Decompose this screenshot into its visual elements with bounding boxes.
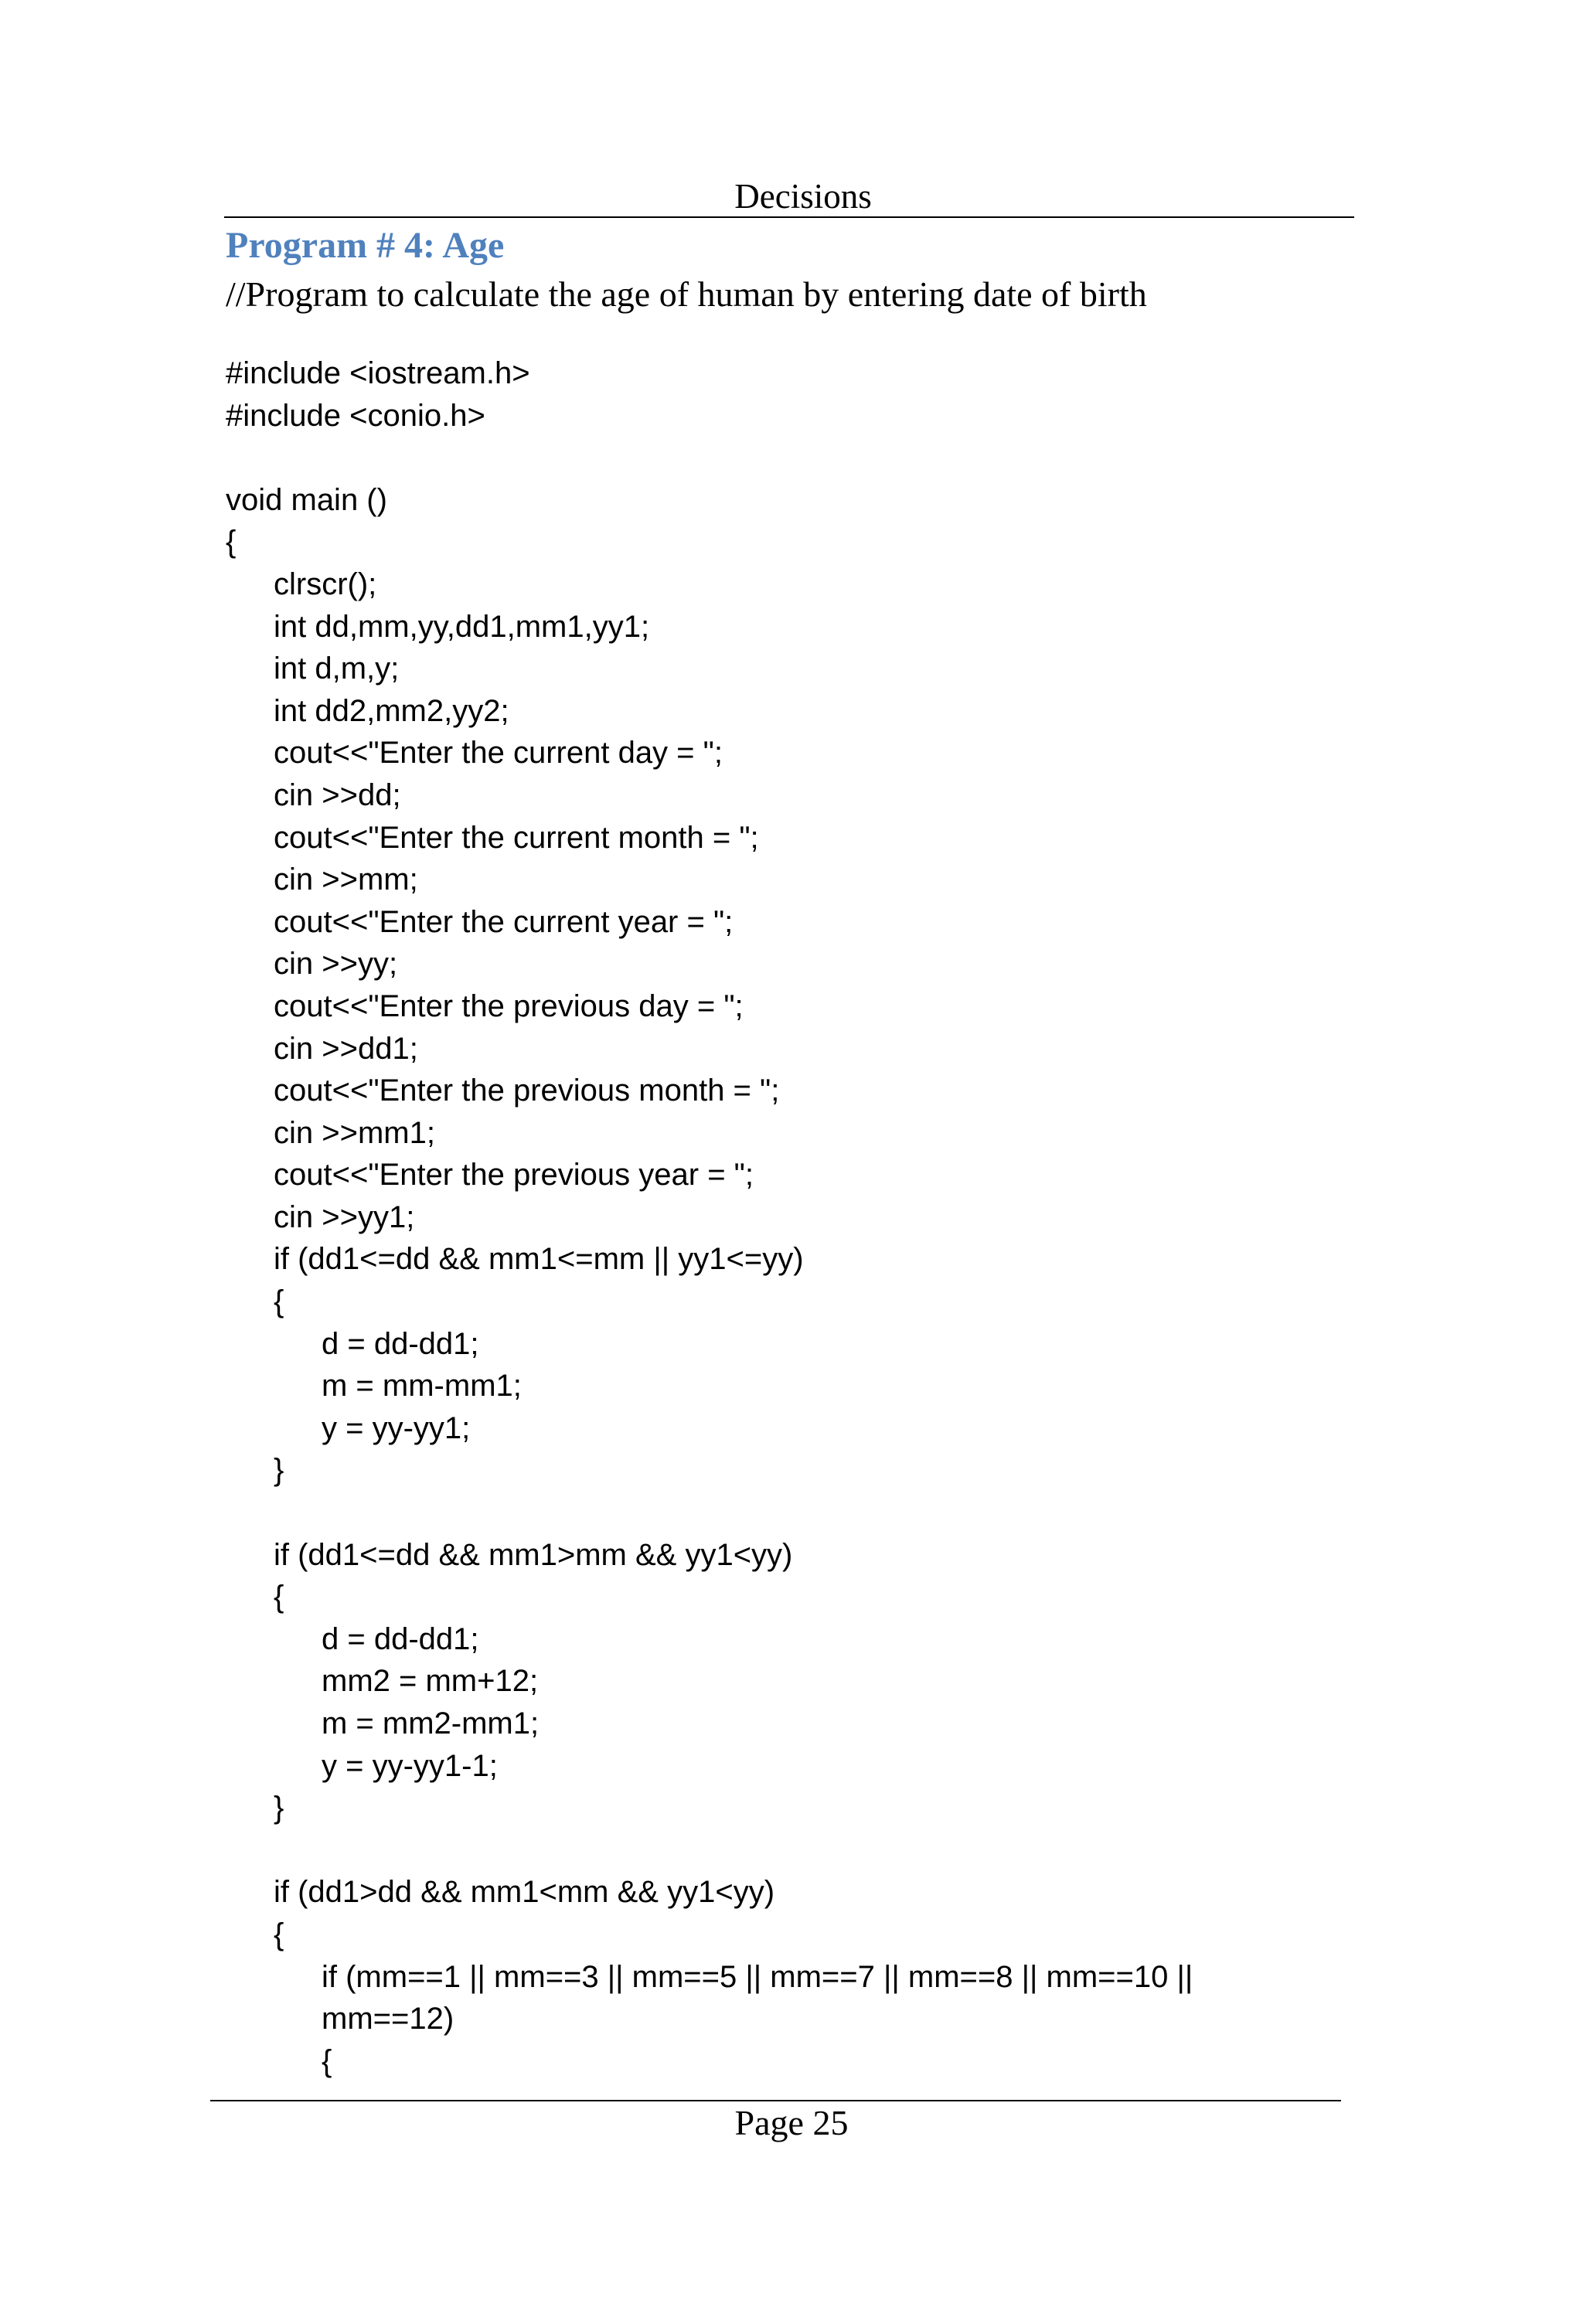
code-line bbox=[226, 1829, 1354, 1872]
code-listing bbox=[226, 352, 1354, 2082]
code-line: #include <conio.h> bbox=[226, 398, 485, 433]
code-line: cout<<"Enter the previous day = "; bbox=[274, 988, 744, 1023]
code-line: y = yy-yy1-1; bbox=[322, 1748, 498, 1783]
code-line bbox=[226, 437, 1354, 479]
code-line: cout<<"Enter the current month = "; bbox=[274, 820, 759, 855]
code-line: mm==12) bbox=[322, 2002, 454, 2036]
header-divider bbox=[224, 216, 1354, 218]
code-line: void main () bbox=[226, 482, 387, 517]
code-line: { bbox=[274, 1284, 284, 1319]
code-line: clrscr(); bbox=[274, 567, 377, 601]
page-number: Page 25 bbox=[734, 2103, 849, 2142]
code-line: cin >>mm; bbox=[274, 863, 418, 897]
code-line: cout<<"Enter the current year = "; bbox=[274, 904, 734, 939]
code-line: cin >>mm1; bbox=[274, 1115, 435, 1150]
footer-divider bbox=[210, 2100, 1341, 2101]
code-line: #include <iostream.h> bbox=[226, 356, 530, 390]
code-line: m = mm-mm1; bbox=[322, 1369, 522, 1404]
code-line: mm2 = mm+12; bbox=[322, 1664, 539, 1699]
code-line: cin >>dd; bbox=[274, 778, 401, 812]
code-line: cout<<"Enter the current day = "; bbox=[274, 736, 723, 771]
code-line: { bbox=[322, 2043, 332, 2078]
code-line: { bbox=[226, 525, 237, 560]
code-line: { bbox=[274, 1917, 284, 1951]
code-line: if (dd1<=dd && mm1<=mm || yy1<=yy) bbox=[274, 1242, 804, 1277]
code-line: if (mm==1 || mm==3 || mm==5 || mm==7 || mm==8 || mm==10 || bbox=[322, 1959, 1193, 1994]
code-line: int d,m,y; bbox=[274, 652, 400, 686]
code-line: m = mm2-mm1; bbox=[322, 1706, 540, 1740]
running-header: Decisions bbox=[734, 177, 872, 216]
code-line: int dd,mm,yy,dd1,mm1,yy1; bbox=[274, 609, 650, 644]
code-line: } bbox=[274, 1453, 284, 1488]
code-line: } bbox=[274, 1791, 284, 1826]
code-line: if (dd1>dd && mm1<mm && yy1<yy) bbox=[274, 1875, 775, 1910]
code-line: d = dd-dd1; bbox=[322, 1326, 479, 1361]
program-heading: Program # 4: Age bbox=[226, 225, 505, 266]
code-line: cin >>yy; bbox=[274, 947, 398, 982]
code-line: cin >>yy1; bbox=[274, 1199, 415, 1234]
code-line: if (dd1<=dd && mm1>mm && yy1<yy) bbox=[274, 1537, 793, 1572]
code-line: int dd2,mm2,yy2; bbox=[274, 693, 509, 728]
code-line: cin >>dd1; bbox=[274, 1031, 418, 1066]
program-comment: //Program to calculate the age of human by entering date of birth bbox=[226, 274, 1147, 314]
code-line: { bbox=[274, 1580, 284, 1615]
code-line: d = dd-dd1; bbox=[322, 1621, 479, 1656]
code-line bbox=[226, 1492, 1354, 1534]
code-line: cout<<"Enter the previous year = "; bbox=[274, 1158, 754, 1193]
code-line: y = yy-yy1; bbox=[322, 1410, 471, 1445]
code-line: cout<<"Enter the previous month = "; bbox=[274, 1074, 780, 1108]
